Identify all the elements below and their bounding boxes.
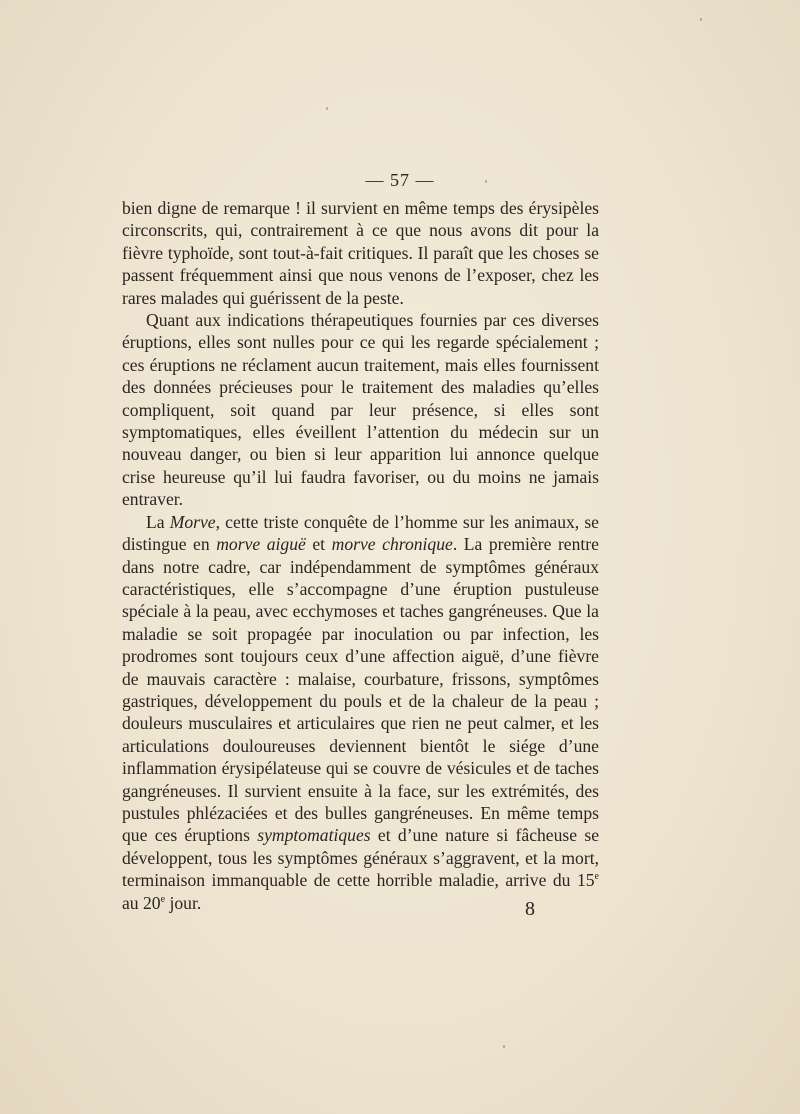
text-run: . La première rentre dans notre cadre, car indépendamment de symptômes généraux caractéristiques, elle s’accompagne d’une éruption pustuleuse spéciale à la peau, avec ecchymoses et taches gangréneuses. Que la maladie se soit propagée par inoculation ou par infection, les prodromes sont toujours ceux d’une affection aiguë, d’une fièvre de mauvais caractère : malaise, courbature, frissons, symptômes gastriques, développement du pouls et de la chaleur de la peau ; douleurs musculaires et articulaires que rien ne peut calmer, et les articulations douloureuses deviennent bientôt le siége d’une inflammation érysipélateuse qui se couvre de vésicules et de taches gangréneuses. Il survient ensuite à la face, sur les extrémités, des pustules phlézaciées et des bulles gangréneuses. En même temps que ces éruptions bbox=[122, 534, 599, 846]
superscript-text: e bbox=[160, 893, 166, 905]
text-run: , cette triste conquête de l’homme sur les animaux, se distingue en bbox=[122, 511, 599, 555]
paper-speck bbox=[700, 18, 702, 21]
italic-term: morve chronique bbox=[331, 534, 453, 555]
paragraph-1 bbox=[122, 197, 599, 309]
text-run: La bbox=[146, 511, 170, 532]
italic-term: symptomatiques bbox=[257, 825, 371, 846]
text-run: et d’une nature si fâcheuse se développent, tous les symptômes généraux s’aggravent, et la mort, terminaison immanquable de cette horrible maladie, arrive du 15 bbox=[122, 825, 600, 891]
italic-term: Morve bbox=[169, 511, 216, 532]
text-run: au 20 bbox=[122, 892, 161, 913]
text-run: jour. bbox=[165, 892, 202, 913]
page-number: — 57 — bbox=[365, 170, 435, 190]
paragraph-3 bbox=[122, 511, 599, 914]
signature-mark: 8 bbox=[525, 898, 535, 920]
paper-speck bbox=[485, 180, 487, 183]
text-run: Quant aux indications thérapeutiques fournies par ces diverses éruptions, elles sont nulles pour ce qui les regarde spécialement ; ces éruptions ne réclament aucun traitement, mais elles fournissent des données précieuses pour le traitement des maladies qu’elles compliquent, soit quand par leur présence, si elles sont symptomatiques, elles éveillent l’attention du médecin sur un nouveau danger, ou bien si leur apparition lui annonce quelque crise heureuse qu’il lui faudra favoriser, ou du moins ne jamais entraver. bbox=[122, 310, 599, 510]
paper-speck bbox=[326, 107, 328, 110]
body-text bbox=[122, 197, 599, 914]
text-run: et bbox=[305, 534, 332, 555]
paper-speck bbox=[503, 1045, 505, 1048]
superscript-text: e bbox=[594, 871, 599, 883]
italic-term: morve aiguë bbox=[216, 534, 306, 555]
text-run: bien digne de remarque ! il survient en même temps des érysipèles circonscrits, qui, contrairement à ce que nous avons dit pour la fièvre typhoïde, sont tout-à-fait critiques. Il paraît que les choses se passent fréquemment ainsi que nous venons de l’exposer, chez les rares malades qui guérissent de la peste. bbox=[122, 198, 599, 308]
paragraph-2 bbox=[122, 309, 599, 511]
